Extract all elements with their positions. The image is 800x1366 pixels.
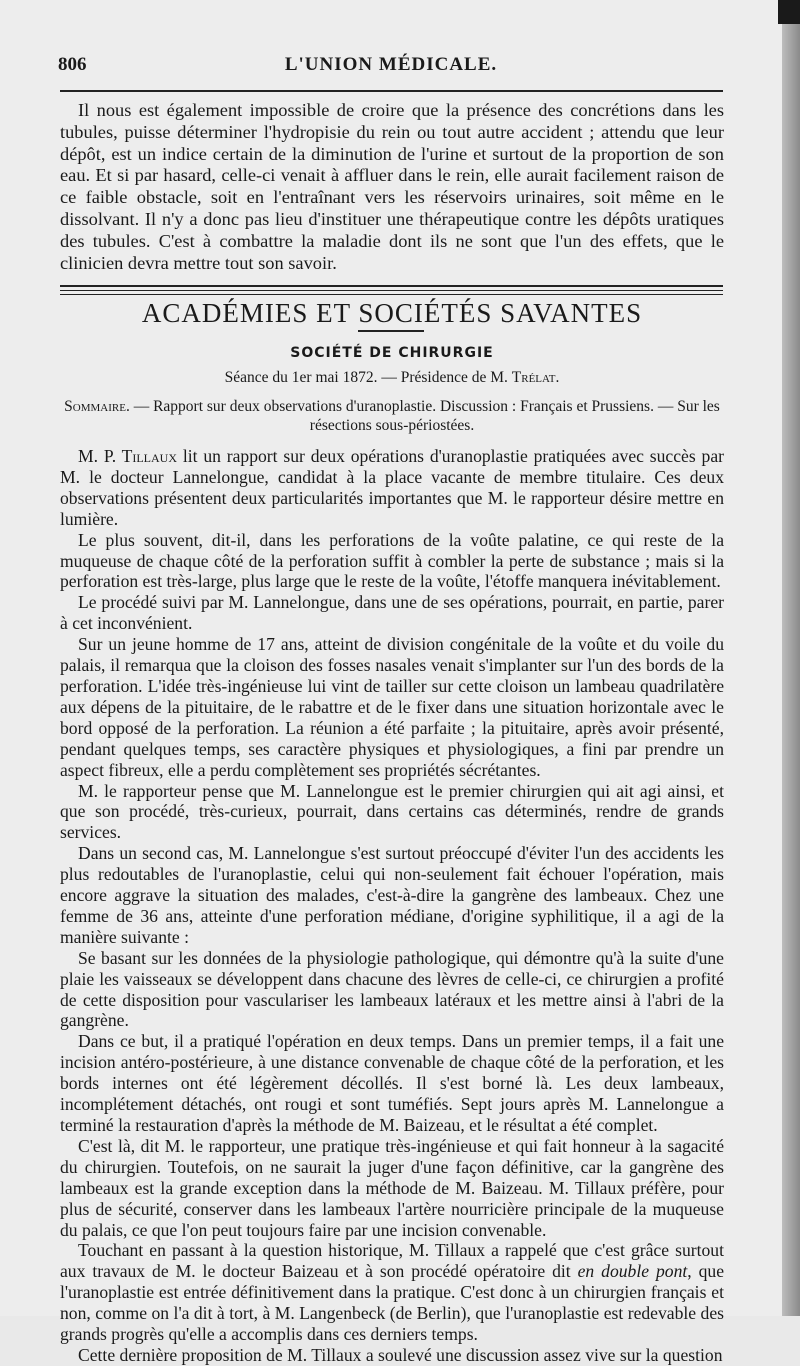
seance-text: Séance du 1er mai 1872. — Présidence de M. xyxy=(224,369,512,386)
intro-paragraph: Il nous est également impossible de croire que la présence des concrétions dans les tubules, puisse déterminer l'hydropisie du rein ou tout autre accident ; attendu que leur dépôt, est un indice certain de la diminution de l'urine et surtout de la proportion de son eau. Et si par hasard, celle-ci venait à affluer dans le rein, elle aurait facilement raison de ce faible obstacle, soit en l'entraînant vers les réservoirs urinaires, soit même en le dissolvant. Il n'y a donc pas lieu d'instituer une thérapeutique contre les dépôts uratiques des tubules. C'est à combattre la maladie dont ils ne sont que l'un des effets, que le clinicien devra mettre tout son savoir. xyxy=(60,100,724,273)
paragraph xyxy=(60,1240,724,1345)
journal-title: L'UNION MÉDICALE. xyxy=(284,54,498,75)
page-edge-shadow xyxy=(782,0,800,1316)
article-body xyxy=(60,446,724,1366)
section-rule-thick xyxy=(60,285,723,287)
paragraph: M. le rapporteur pense que M. Lannelongue est le premier chirurgien qui ait agi ainsi, et que son procédé, très-curieux, pourrait, dans certains cas déterminés, rendre de grands services. xyxy=(60,780,724,843)
paragraph: Sur un jeune homme de 17 ans, atteint de division congénitale de la voûte et du voile du palais, il remarqua que la cloison des fosses nasales venait s'implanter sur l'un des bords de la perforation. L'idée très-ingénieuse lui vint de tailler sur cette cloison un lambeau quadrilatère aux dépens de la pituitaire, de le rabattre et de le fixer dans une situation horizontale avec le bord opposé de la perforation. La réunion a été parfaite ; la pituitaire, après avoir présenté, pendant quelques temps, ses caractère physiques et physiologiques, a fini par prendre un aspect fibreux, elle a perdu complètement ses propriétés sécrétantes. xyxy=(60,634,724,780)
title-underline xyxy=(358,330,424,332)
italic-term: en double pont xyxy=(577,1261,688,1282)
summary-text: — Rapport sur deux observations d'uranoplastie. Discussion : Français et Prussiens. — Sur les résections sous-périostées. xyxy=(129,398,720,434)
section-rule-thin-2 xyxy=(60,294,723,295)
seance-line xyxy=(60,369,724,387)
president-name: Trélat. xyxy=(511,369,560,386)
paragraph xyxy=(60,446,724,530)
paragraph-text: Touchant en passant à la question historique, M. Tillaux a rappelé que c'est grâce surtout aux travaux de M. le docteur Baizeau et à son procédé opératoire dit xyxy=(60,1240,724,1282)
summary xyxy=(60,397,724,435)
paragraph: Le procédé suivi par M. Lannelongue, dans une de ses opérations, pourrait, en partie, parer à cet inconvénient. xyxy=(60,592,724,634)
paragraph: Dans ce but, il a pratiqué l'opération en deux temps. Dans un premier temps, il a fait une incision antéro-postérieure, à une distance convenable de chaque côté de la perforation, et les bords internes ont été légèrement décollés. Il s'est borné là. Les deux lambeaux, incomplétement détachés, ont rougi et sont tuméfiés. Sept jours après M. Lannelongue a terminé la restauration d'après la méthode de M. Baizeau, et le résultat a été complet. xyxy=(60,1031,724,1135)
running-head xyxy=(58,54,724,78)
section-rule-thin xyxy=(60,290,723,291)
paragraph-text: lit un rapport sur deux opérations d'uranoplastie pratiquées avec succès par M. le docteur Lannelongue, candidat à la place vacante de membre titulaire. Ces deux observations présentent deux particularités importantes que M. le rapporteur désire mettre en lumière. xyxy=(60,446,725,529)
page-number: 806 xyxy=(58,54,87,75)
paragraph: Dans un second cas, M. Lannelongue s'est surtout préoccupé d'éviter l'un des accidents les plus redoutables de l'uranoplastie, celui qui non-seulement fait échouer l'opération, mais encore aggrave la situation des malades, c'est-à-dire la gangrène des lambeaux. Chez une femme de 36 ans, atteinte d'une perforation médiane, d'origine syphilitique, il a agi de la manière suivante : xyxy=(60,843,724,947)
summary-label: Sommaire. xyxy=(64,398,130,415)
intro-block xyxy=(60,100,724,274)
header-rule xyxy=(60,90,723,92)
page-corner-mark xyxy=(778,0,800,24)
paragraph: Le plus souvent, dit-il, dans les perforations de la voûte palatine, ce qui reste de la muqueuse de chaque côté de la perforation suffit à combler la perte de substance ; mais si la perforation est très-large, plus large que le reste de la voûte, l'étoffe manquera inévitablement. xyxy=(60,529,724,592)
paragraph: C'est là, dit M. le rapporteur, une pratique très-ingénieuse et qui fait honneur à la sagacité du chirurgien. Toutefois, on ne saurait la juger d'une façon définitive, car la gangrène des lambeaux est la grande exception dans la méthode de M. Baizeau. M. Tillaux préfère, pour plus de sécurité, conserver dans les lambeaux l'artère nourricière principale de la muqueuse du palais, ce que l'on peut toujours faire par une incision convenable. xyxy=(60,1135,724,1240)
rapporteur-name: M. P. Tillaux xyxy=(78,446,178,466)
paragraph-text: , que l'uranoplastie est entrée définitivement dans la pratique. C'est donc à un chirurgien français et non, comme on l'a dit à tort, à M. Langenbeck (de Berlin), que l'uranoplastie est redevable des grands progrès qu'elle a accomplis dans ces derniers temps. xyxy=(60,1261,725,1345)
paragraph: Cette dernière proposition de M. Tillaux a soulevé une discussion assez vive sur la question xyxy=(78,1344,723,1365)
society-name: SOCIÉTÉ DE CHIRURGIE xyxy=(290,345,494,361)
section-title: ACADÉMIES ET SOCIÉTÉS SAVANTES xyxy=(141,298,643,328)
paragraph: Se basant sur les données de la physiologie pathologique, qui démontre qu'à la suite d'une plaie les vaisseaux se développent dans chacune des lèvres de celle-ci, ce chirurgien a profité de cette disposition pour vasculariser les lambeaux latéraux et les mettre ainsi à l'abri de la gangrène. xyxy=(60,947,724,1031)
